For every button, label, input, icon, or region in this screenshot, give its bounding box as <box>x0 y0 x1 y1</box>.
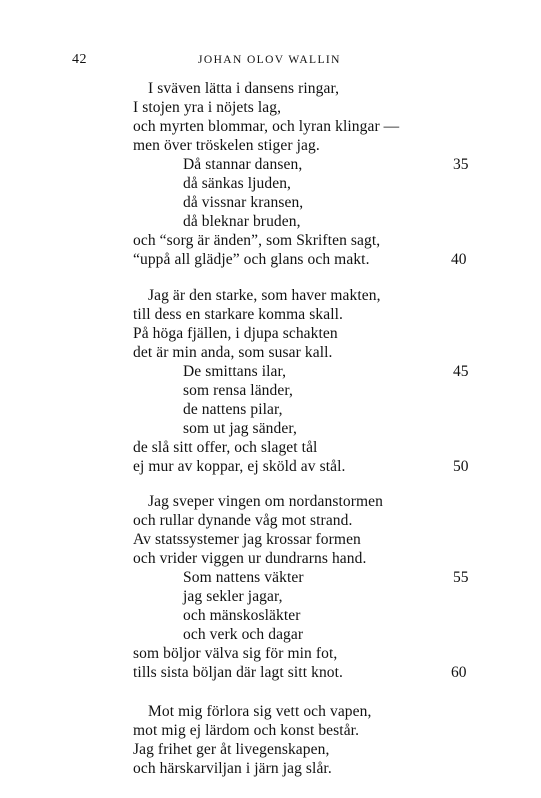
line-number: 35 <box>453 156 469 173</box>
poem-line: ej mur av koppar, ej sköld av stål. <box>133 458 346 475</box>
poem-line: mot mig ej lärdom och konst består. <box>133 722 360 739</box>
poem-line: då bleknar bruden, <box>183 213 301 230</box>
poem-line: På höga fjällen, i djupa schakten <box>133 325 338 342</box>
poem-line: Då stannar dansen, <box>183 156 303 173</box>
poem-line: som ut jag sänder, <box>183 420 297 437</box>
line-number: 50 <box>453 458 469 475</box>
poem-line: I stojen yra i nöjets lag, <box>133 99 282 116</box>
poem-line: tills sista böljan där lagt sitt knot. <box>133 664 344 681</box>
poem-line: och “sorg är änden”, som Skriften sagt, <box>133 232 381 249</box>
poem-line: och härskarviljan i järn jag slår. <box>133 760 332 777</box>
page-number: 42 <box>72 52 87 67</box>
poem-line: då sänkas ljuden, <box>183 175 292 192</box>
line-number: 55 <box>453 569 469 586</box>
line-number: 45 <box>453 363 469 380</box>
poem-line: I sväven lätta i dansens ringar, <box>148 80 340 97</box>
line-number: 40 <box>451 251 467 268</box>
poem-line: och myrten blommar, och lyran klingar — <box>133 118 400 135</box>
poem-line: och mänskosläkter <box>183 607 301 624</box>
poem-line: och verk och dagar <box>183 626 304 643</box>
poem-line: som rensa länder, <box>183 382 293 399</box>
poem-line: det är min anda, som susar kall. <box>133 344 333 361</box>
poem-line: De smittans ilar, <box>183 363 287 380</box>
running-head: JOHAN OLOV WALLIN <box>198 54 341 66</box>
poem-line: de nattens pilar, <box>183 401 283 418</box>
poem-line: Som nattens väkter <box>183 569 304 586</box>
poem-line: Jag är den starke, som haver makten, <box>148 287 381 304</box>
line-number: 60 <box>451 664 467 681</box>
poem-line: som böljor välva sig för min fot, <box>133 645 338 662</box>
poem-line: jag sekler jagar, <box>183 588 283 605</box>
poem-line: Jag frihet ger åt livegenskapen, <box>133 741 330 758</box>
poem-line: de slå sitt offer, och slaget tål <box>133 439 318 456</box>
poem-line: till dess en starkare komma skall. <box>133 306 344 323</box>
poem-line: men över tröskelen stiger jag. <box>133 137 320 154</box>
poem-line: då vissnar kransen, <box>183 194 304 211</box>
poem-line: Mot mig förlora sig vett och vapen, <box>148 703 372 720</box>
poem-line: och vrider viggen ur dundrarns hand. <box>133 550 367 567</box>
poem-line: och rullar dynande våg mot strand. <box>133 512 353 529</box>
poem-line: “uppå all glädje” och glans och makt. <box>133 251 370 268</box>
poem-line: Jag sveper vingen om nordanstormen <box>148 493 383 510</box>
poem-line: Av statssystemer jag krossar formen <box>133 531 361 548</box>
